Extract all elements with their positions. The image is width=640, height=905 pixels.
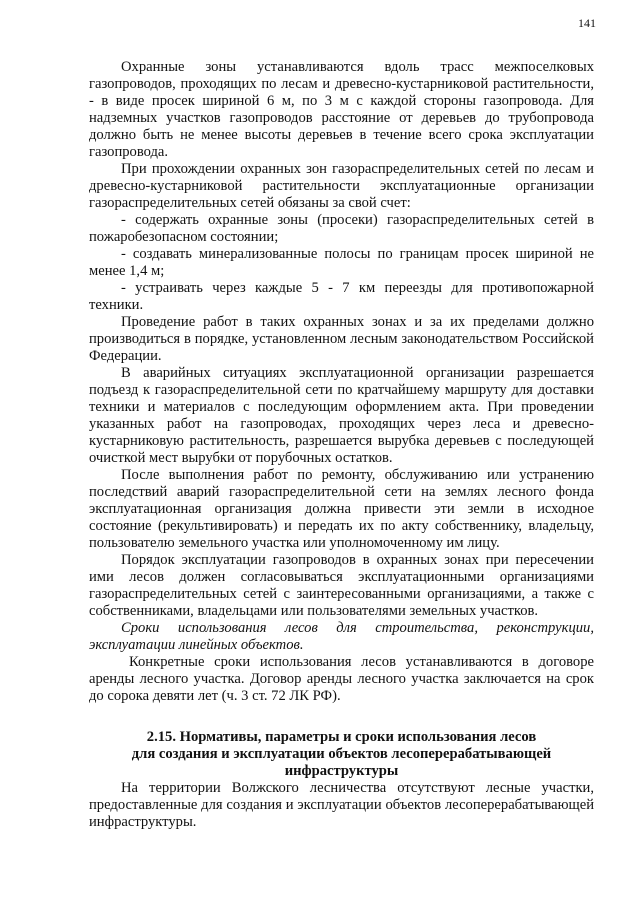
section-body: На территории Волжского лесничества отсутствуют лесные участки, предоставленные для создания и эксплуатации объектов лесоперерабатывающей инфраструктуры.: [89, 780, 594, 830]
list-item-maintain-zones: - содержать охранные зоны (просеки) газораспределительных сетей в пожаробезопасном состоянии;: [89, 212, 594, 245]
paragraph-terms-italic: Сроки использования лесов для строительства, реконструкции, эксплуатации линейных объектов.: [89, 620, 594, 653]
page-number: 141: [578, 16, 596, 30]
section-heading-line-1: 2.15. Нормативы, параметры и сроки использования лесов: [146, 729, 537, 745]
list-item-crossings: - устраивать через каждые 5 - 7 км переезды для противопожарной техники.: [89, 280, 594, 313]
paragraph-protection-zones: Охранные зоны устанавливаются вдоль трасс межпоселковых газопроводов, проходящих по лесам и древесно-кустарниковой растительности, - в виде просек шириной 6 м, по 3 м с каждой стороны газопровода. Для надземных участков газопроводов расстояние от деревьев до трубопровода должно быть не менее высоты деревьев в течение всего срока эксплуатации газопровода.: [89, 59, 594, 160]
paragraph-works-legislation: Проведение работ в таких охранных зонах и за их пределами должно производиться в порядке, установленном лесным законодательством Российской Федерации.: [89, 314, 594, 364]
list-item-mineralized-strips: - создавать минерализованные полосы по границам просек шириной не менее 1,4 м;: [89, 246, 594, 279]
paragraph-operation-order: Порядок эксплуатации газопроводов в охранных зонах при пересечении ими лесов должен согласовываться эксплуатационными организациями газораспределительных сетей с заинтересованными организациями, а также с собственниками, владельцами или пользователями земельных участков.: [89, 552, 594, 619]
paragraph-emergency: В аварийных ситуациях эксплуатационной организации разрешается подъезд к газораспределительной сети по кратчайшему маршруту для доставки техники и материалов с последующим оформлением акта. При проведении указанных работ на газопроводах, проходящих через леса и древесно-кустарниковую растительность, разрешается вырубка деревьев с последующей очисткой мест вырубки от порубочных остатков.: [89, 365, 594, 466]
paragraph-obligations-intro: При прохождении охранных зон газораспределительных сетей по лесам и древесно-кустарниковой растительности эксплуатационные организации газораспределительных сетей обязаны за свой счет:: [89, 161, 594, 211]
section-heading-line-2: для создания и эксплуатации объектов лесоперерабатывающей: [131, 746, 552, 762]
paragraph-lease-terms: Конкретные сроки использования лесов устанавливаются в договоре аренды лесного участка. Договор аренды лесного участка заключается на срок до сорока девяти лет (ч. 3 ст. 72 ЛК РФ).: [89, 654, 594, 704]
section-heading-line-3: инфраструктуры: [284, 763, 399, 779]
document-body: [89, 59, 594, 831]
paragraph-after-repair: После выполнения работ по ремонту, обслуживанию или устранению последствий аварий газораспределительной сети на землях лесного фонда эксплуатационная организация должна привести эти земли в исходное состояние (рекультивировать) и передать их по акту собственнику, владельцу, пользователю земельного участка или уполномоченному им лицу.: [89, 467, 594, 551]
section-heading: [89, 729, 594, 780]
